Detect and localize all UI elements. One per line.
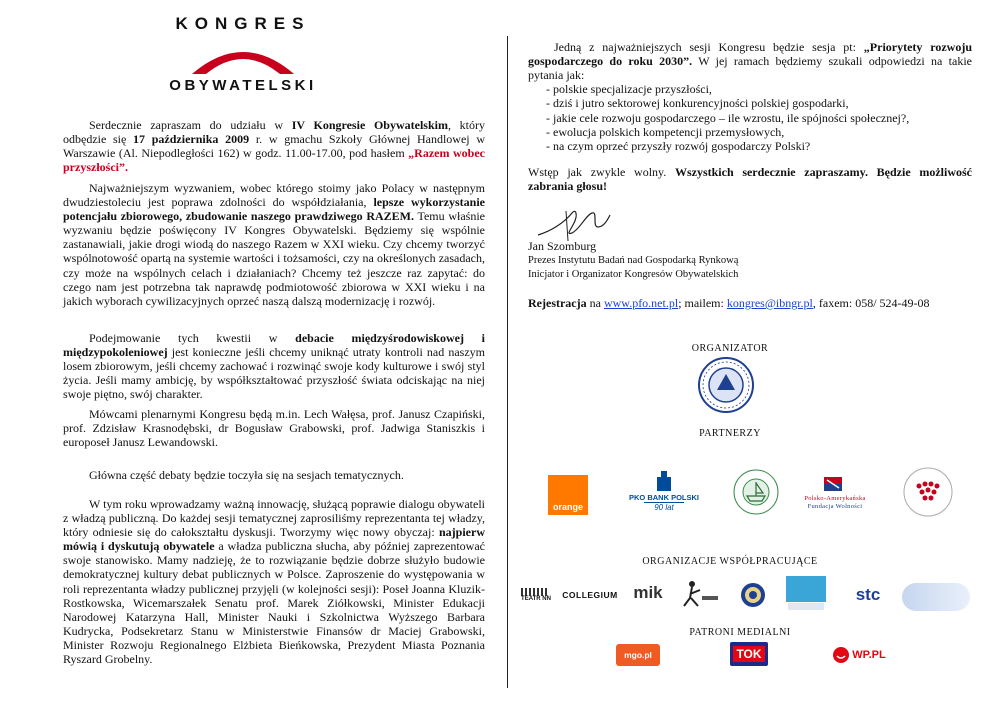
logo-arch-icon [188,38,298,76]
text-run: , który odbędzie się [63,118,485,147]
bold-text-run: „Priorytety rozwoju gospodarczego do roku 2030”. [528,40,973,69]
registration-text: na [586,296,604,310]
dancer-logo-icon [680,580,720,608]
stc-logo [848,584,888,606]
kongres-logo [128,14,358,102]
regional-council-seal-icon [902,466,954,518]
debate-paragraph [63,331,485,401]
text-run: jest konieczne jeśli chcemy uniknąć utraty kontroli nad naszym losem zbiorowym, jeśli chcemy zachować i rozwinąć swoje kody kulturowe i swój styl życia. Jeśli mamy ambicję, by współkształtować przyszłość świata odciskając na niej swoje piętno, swój charakter. [63,345,485,402]
mgo-text: mgo.pl [624,650,652,660]
text-run: a władza publiczna słucha, aby później zaprezentować swoje stanowisko. Mamy nadzieję, że to rozwiązanie będzie dobrze służyło budowie demokratycznej kultury debat publicznych w Polsce. Zaproszenie do występowania w roli reprezentanta władzy publicznej przyjęli (w kolejności sesji): Poseł Joanna Kluzik-Rostkowska, Wicemarszałek Senatu prof. Marek Ziółkowski, Minister Edukacji Narodowej Katarzyna Hall, Minister Nauki i Szkolnictwa Wyższego Barbara Kudrycka, Podsekretarz Stanu w Ministerstwie Finansów dr Maciej Grabowski, Minister Rozwoju Regionalnego Elżbieta Bieńkowska, Prezydent Miasta Poznania Ryszard Grobelny. [63,539,485,667]
intro-paragraph [63,118,485,174]
questions-list [528,82,976,153]
sessions-paragraph: Główna część debaty będzie toczyła się na sesjach tematycznych. [89,468,404,482]
list-item: - polskie specjalizacje przyszłości, [546,82,712,96]
bold-text-run: 17 października 2009 [133,132,250,147]
partners-heading: PARTNERZY [699,428,761,439]
pafw-flag-icon [822,475,844,493]
list-item: - jakie cele rozwoju gospodarczego – ile wzrostu, ile spójności społecznej?, [546,110,910,125]
hanseatic-seal-icon [732,468,780,516]
pko-logo-text: PKO BANK POLSKI [628,492,699,502]
collegium-text: COLLEGIUM [562,590,618,600]
text-run: Najważniejszym wyzwaniem, wobec którego stoimy jako Polacy w następnym dwudziestoleciu jest poprawa zdolności do współdziałania, [63,181,485,210]
registration-text: ; mailem: [678,296,727,310]
list-item: - na czym oprzeć przyszły rozwój gospodarczy Polski? [546,139,811,154]
mik-text: mik [633,583,663,602]
list-item: - dziś i jutro sektorowej konkurencyjności polskiej gospodarki, [546,96,849,111]
teatr-nn-logo [519,584,553,606]
logo-text-top: KONGRES [175,14,311,33]
text-run: Serdecznie zapraszam do udziału w [89,118,292,132]
speakers-paragraph: Mówcami plenarnymi Kongresu będą m.in. Lech Wałęsa, prof. Janusz Czapiński, prof. Zdzisław Krasnodębski, dr Bogusław Grabowski, prof. Jadwiga Staniszkis i europoseł Janusz Lewandowski. [63,407,485,450]
pko-years-text: 90 lat [644,502,684,512]
signature-role-2: Inicjator i Organizator Kongresów Obywatelskich [528,269,739,280]
text-run: r. w gmachu Szkoły Głównej Handlowej w Warszawie (Al. Niepodległości 162) w godz. 11.00-17.00, pod hasłem [63,132,485,161]
bold-text-run: „Razem wobec przyszłości”. [63,146,485,175]
teatr-text: TEATR NN [521,596,551,602]
wp-text: WP.PL [852,649,886,661]
signature-role-1: Prezes Instytutu Badań nad Gospodarką Rynkową [528,255,739,266]
tokfm-logo [730,642,768,666]
academy-seal-icon [740,582,766,608]
column-divider [507,36,508,688]
bold-text-run: debacie międzyśrodowiskowej i międzypokoleniowej [63,331,486,360]
pafw-text-1: Polsko-Amerykańska [804,495,866,502]
bold-text-run: Wszystkich serdecznie zapraszamy. Będzie możliwość zabrania głosu! [528,165,972,194]
orange-logo-text: orange [552,502,583,512]
orange-logo [548,475,588,515]
registration-label: Rejestracja [528,296,587,310]
swirl-logo [902,583,970,611]
email-link[interactable]: kongres@ibngr.pl [726,296,813,310]
pko-logo [626,466,702,516]
collegium-logo [564,587,616,603]
pafw-logo [796,475,874,515]
bold-text-run: IV Kongresie Obywatelskim [291,118,448,132]
text-run: Podejmowanie tych kwestii w [89,331,296,345]
cooperating-heading: ORGANIZACJE WSPÓŁPRACUJĄCE [642,556,818,567]
pafw-text-2: Fundacja Wolności [807,503,863,510]
list-item: - ewolucja polskich kompetencji przemysłowych, [546,124,785,139]
text-run: W tym roku wprowadzamy ważną innowację, służącą poprawie dialogu obywateli z władzą publiczną. Do każdej sesji tematycznej zaprosiliśmy reprezentanta tej władzy, który odniesie się do całokształtu dyskusji. Tworzymy więc nowy obyczaj: [63,497,485,540]
mik-logo [632,583,664,603]
bold-text-run: najpierw mówią i dyskutują obywatele [63,525,485,554]
wp-logo [832,644,886,666]
teatr-bars-icon [521,588,551,596]
registration-line [528,296,972,310]
media-heading: PATRONI MEDIALNI [689,627,791,638]
szpilman-logo [786,576,826,612]
text-run: W jej ramach będziemy szukali odpowiedzi na takie pytania jak: [528,54,972,83]
text-run: Temu właśnie wyzwaniu będzie poświęcony IV Kongres Obywatelski. Będziemy się wspólnie zastanawiali, jakie drogi wiodą do naszego Razem w XXI wieku. Czy chcemy tworzyć wspólnotowość opartą na systemie wartości i tożsamości, czy na określonych zasadach, czy może na wspólnych celach i działaniach? Chcemy też jeszcze raz zapytać: do czego nam jest potrzebna tak naprawdę podmiotowość zbiorowa w XXI wieku i na jakich wyborach cywilizacyjnych oprzeć naszą dalszą modernizację i rozwój. [63,209,486,308]
challenge-paragraph [63,181,485,308]
priorities-paragraph [528,40,972,82]
text-run: Jedną z najważniejszych sesji Kongresu będzie sesja pt: [554,40,864,54]
pfo-link[interactable]: www.pfo.net.pl [603,296,679,310]
text-run: Wstęp jak zwykle wolny. [528,165,675,179]
registration-text: , faxem: 058/ 524-49-08 [812,296,930,310]
entry-paragraph [528,165,972,193]
ibngr-seal-icon [697,356,755,414]
wp-smile-icon [832,646,850,664]
stc-text: stc [855,585,881,604]
pko-piggy-icon [655,471,673,493]
mgo-logo [616,644,660,666]
organizer-heading: ORGANIZATOR [691,343,769,354]
signature-name: Jan Szomburg [528,239,597,253]
tok-text: TOK [733,646,764,662]
logo-text-bottom: OBYWATELSKI [169,77,317,94]
bold-text-run: lepsze wykorzystanie potencjału zbiorowego, zbudowanie naszego prawdziwego RAZEM. [63,195,486,224]
innovation-paragraph [63,497,485,666]
